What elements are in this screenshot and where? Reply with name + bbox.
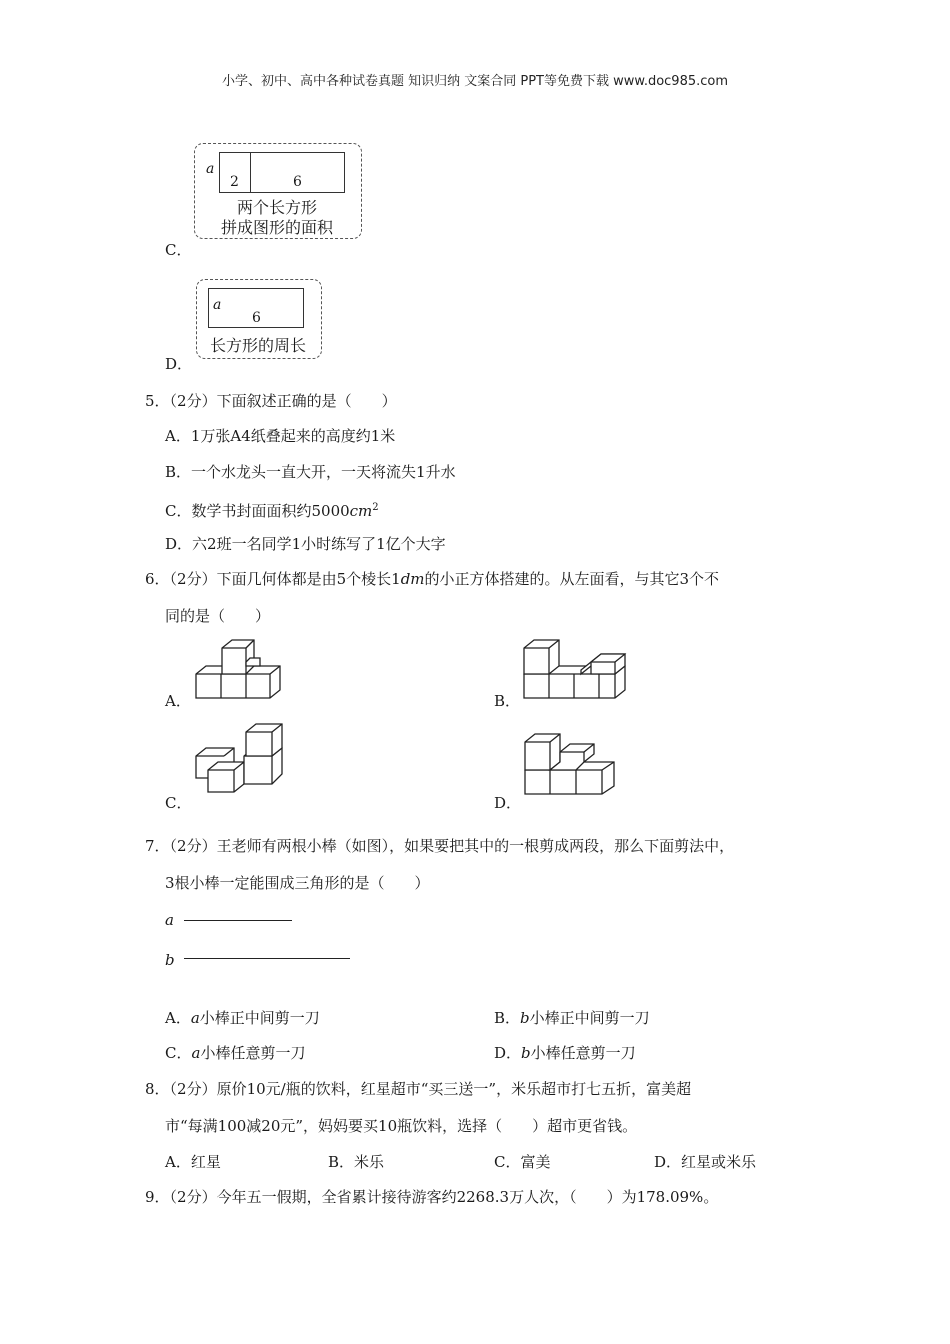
q7-option-d-text: 小棒任意剪一刀: [530, 1044, 636, 1062]
q6-option-a-label: A．: [165, 692, 191, 710]
q6-c-cube-figure: [192, 720, 292, 796]
q7-option-c: [165, 1042, 305, 1064]
stick-b-line: [184, 958, 350, 959]
option-d-var-a: a: [213, 297, 222, 313]
q6-b-cube-figure: [521, 634, 631, 702]
q9-stem: 9．（2分）今年五一假期，全省累计接待游客约2268.3万人次，（ ）为178.09%。: [145, 1188, 719, 1206]
option-d-label: D．: [165, 355, 193, 373]
q7-option-b-var: b: [520, 1009, 530, 1027]
q8-option-c: C．富美: [494, 1153, 551, 1171]
option-d-width-6: 6: [252, 310, 261, 326]
q7-option-a: [165, 1007, 320, 1029]
q7-option-b: [494, 1007, 650, 1029]
q6-stem-line2: 同的是（ ）: [165, 607, 271, 625]
q7-option-d-prefix: D．: [494, 1044, 522, 1062]
q5-stem: 5．（2分）下面叙述正确的是（ ）: [145, 392, 397, 410]
option-c-width-6: 6: [293, 174, 302, 190]
option-c-var-a: a: [206, 161, 215, 177]
q6-d-cube-figure: [522, 730, 618, 798]
q6-a-cube-figure: [192, 634, 292, 702]
q7-option-a-text: 小棒正中间剪一刀: [199, 1009, 320, 1027]
q7-option-a-prefix: A．: [165, 1009, 191, 1027]
q8-option-d: D．红星或米乐: [654, 1153, 757, 1171]
q5-option-c-unit: cm: [349, 502, 373, 520]
option-c-label: C．: [165, 241, 192, 259]
option-c-caption-2: 拼成图形的面积: [220, 218, 333, 237]
q5-option-c-text: C．数学书封面面积约5000: [165, 502, 350, 520]
option-c-caption-1: 两个长方形: [236, 198, 317, 217]
q6-option-c-label: C．: [165, 794, 192, 812]
q6-option-b-label: B．: [494, 692, 521, 710]
q8-option-a: A．红星: [165, 1153, 221, 1171]
q5-option-d: D．六2班一名同学1小时练写了1亿个大字: [165, 535, 446, 553]
q8-option-b: B．米乐: [328, 1153, 385, 1171]
stick-a-label: a: [165, 911, 174, 929]
q7-stem-line2: 3根小棒一定能围成三角形的是（ ）: [165, 874, 430, 892]
q7-option-d-var: b: [521, 1044, 531, 1062]
q7-option-d: [494, 1042, 636, 1064]
q7-option-b-prefix: B．: [494, 1009, 521, 1027]
q6-stem-text-2: 的小正方体搭建的。从左面看，与其它3个不: [424, 570, 720, 588]
q6-option-d-label: D．: [494, 794, 522, 812]
q7-option-a-var: a: [190, 1009, 200, 1027]
q5-option-b: B．一个水龙头一直大开，一天将流失1升水: [165, 463, 456, 481]
q5-option-a: A．1万张A4纸叠起来的高度约1米: [165, 427, 396, 445]
q7-option-c-text: 小棒任意剪一刀: [200, 1044, 306, 1062]
option-d-caption: 长方形的周长: [209, 336, 306, 355]
q7-option-c-var: a: [191, 1044, 201, 1062]
q5-option-c: [165, 497, 379, 522]
q7-option-b-text: 小棒正中间剪一刀: [529, 1009, 650, 1027]
q7-stem-line1: 7．（2分）王老师有两根小棒（如图），如果要把其中的一根剪成两段，那么下面剪法中，: [145, 837, 735, 855]
q8-stem-line1: 8．（2分）原价10元/瓶的饮料，红星超市“买三送一”，米乐超市打七五折，富美超: [145, 1080, 692, 1098]
option-c-width-2: 2: [230, 174, 239, 190]
stick-a-line: [184, 920, 292, 921]
q6-stem-text: 6．（2分）下面几何体都是由5个棱长1: [145, 570, 401, 588]
q5-option-c-sup: 2: [372, 502, 379, 513]
page-header: 小学、初中、高中各种试卷真题 知识归纳 文案合同 PPT等免费下载 www.doc985.com: [221, 74, 729, 89]
q8-stem-line2: 市“每满100减20元”，妈妈要买10瓶饮料，选择（ ）超市更省钱。: [165, 1117, 638, 1135]
q6-stem-unit: dm: [400, 570, 425, 588]
q7-option-c-prefix: C．: [165, 1044, 192, 1062]
stick-b-label: b: [165, 951, 175, 969]
q6-stem-line1: [145, 568, 719, 590]
